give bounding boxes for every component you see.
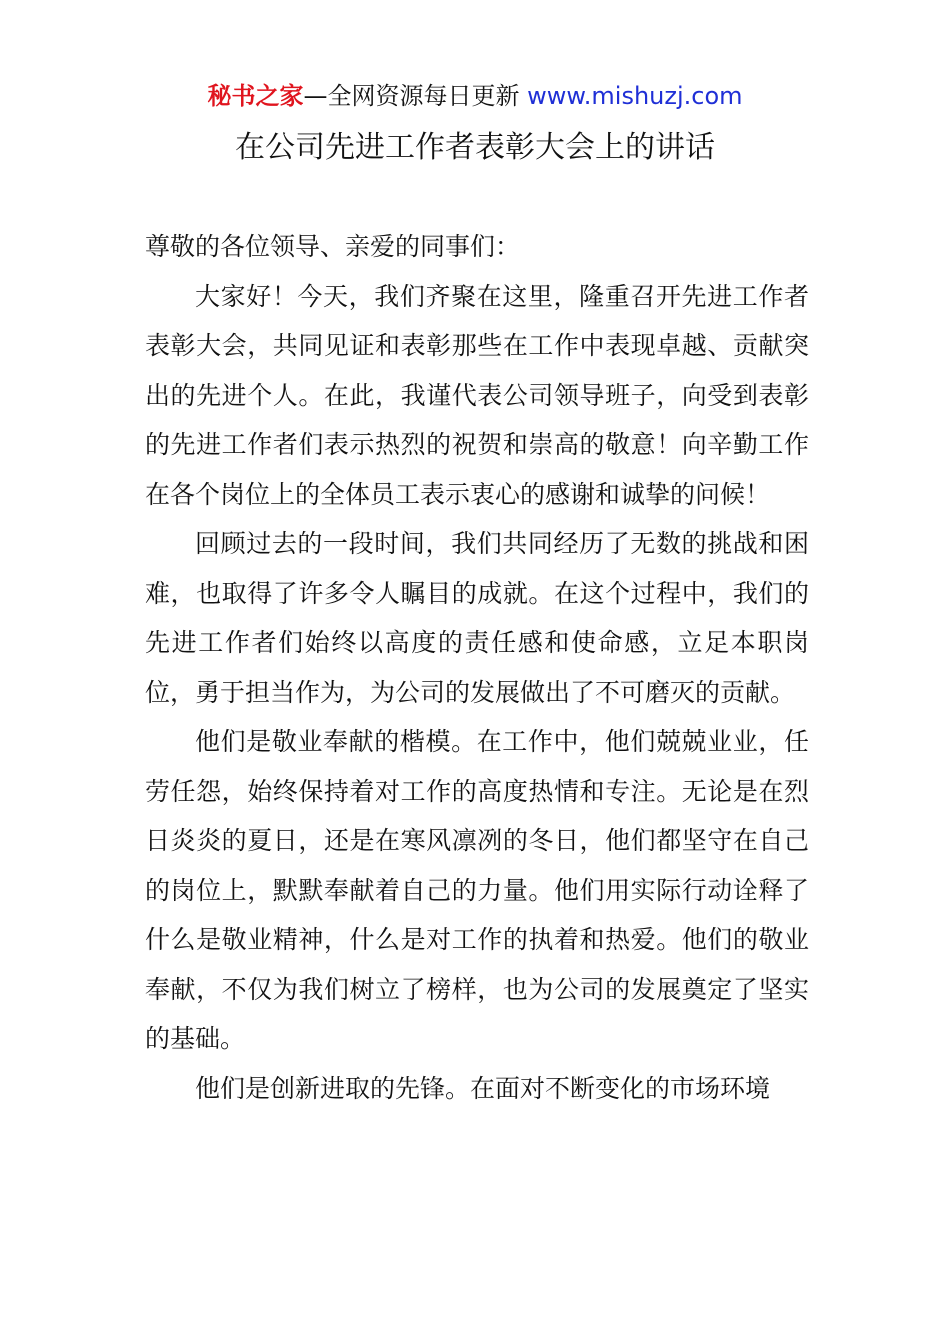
site-header [0,80,950,112]
salutation: 尊敬的各位领导、亲爱的同事们： [145,232,521,261]
paragraph-2: 回顾过去的一段时间，我们共同经历了无数的挑战和困难，也取得了许多令人瞩目的成就。在这个过程中，我们的先进工作者们始终以高度的责任感和使命感，立足本职岗位，勇于担当作为，为公司的发展做出了不可磨灭的贡献。 [145,529,809,707]
paragraph-3: 他们是敬业奉献的楷模。在工作中，他们兢兢业业，任劳任怨，始终保持着对工作的高度热情和专注。无论是在烈日炎炎的夏日，还是在寒风凛冽的冬日，他们都坚守在自己的岗位上，默默奉献着自己的力量。他们用实际行动诠释了什么是敬业精神，什么是对工作的执着和热爱。他们的敬业奉献，不仅为我们树立了榜样，也为公司的发展奠定了坚实的基础。 [145,727,809,1053]
site-url-link[interactable]: www.mishuzj.com [527,82,743,110]
paragraph-4: 他们是创新进取的先锋。在面对不断变化的市场环境 [195,1073,771,1103]
header-tagline: —全网资源每日更新 [303,82,528,110]
brand-name: 秘书之家 [207,82,304,110]
paragraph-1: 大家好！今天，我们齐聚在这里，隆重召开先进工作者表彰大会，共同见证和表彰那些在工作中表现卓越、贡献突出的先进个人。在此，我谨代表公司领导班子，向受到表彰的先进工作者们表示热烈的祝贺和崇高的敬意！向辛勤工作在各个岗位上的全体员工表示衷心的感谢和诚挚的问候！ [145,281,809,509]
document-body [145,222,809,1113]
document-title: 在公司先进工作者表彰大会上的讲话 [235,130,715,165]
